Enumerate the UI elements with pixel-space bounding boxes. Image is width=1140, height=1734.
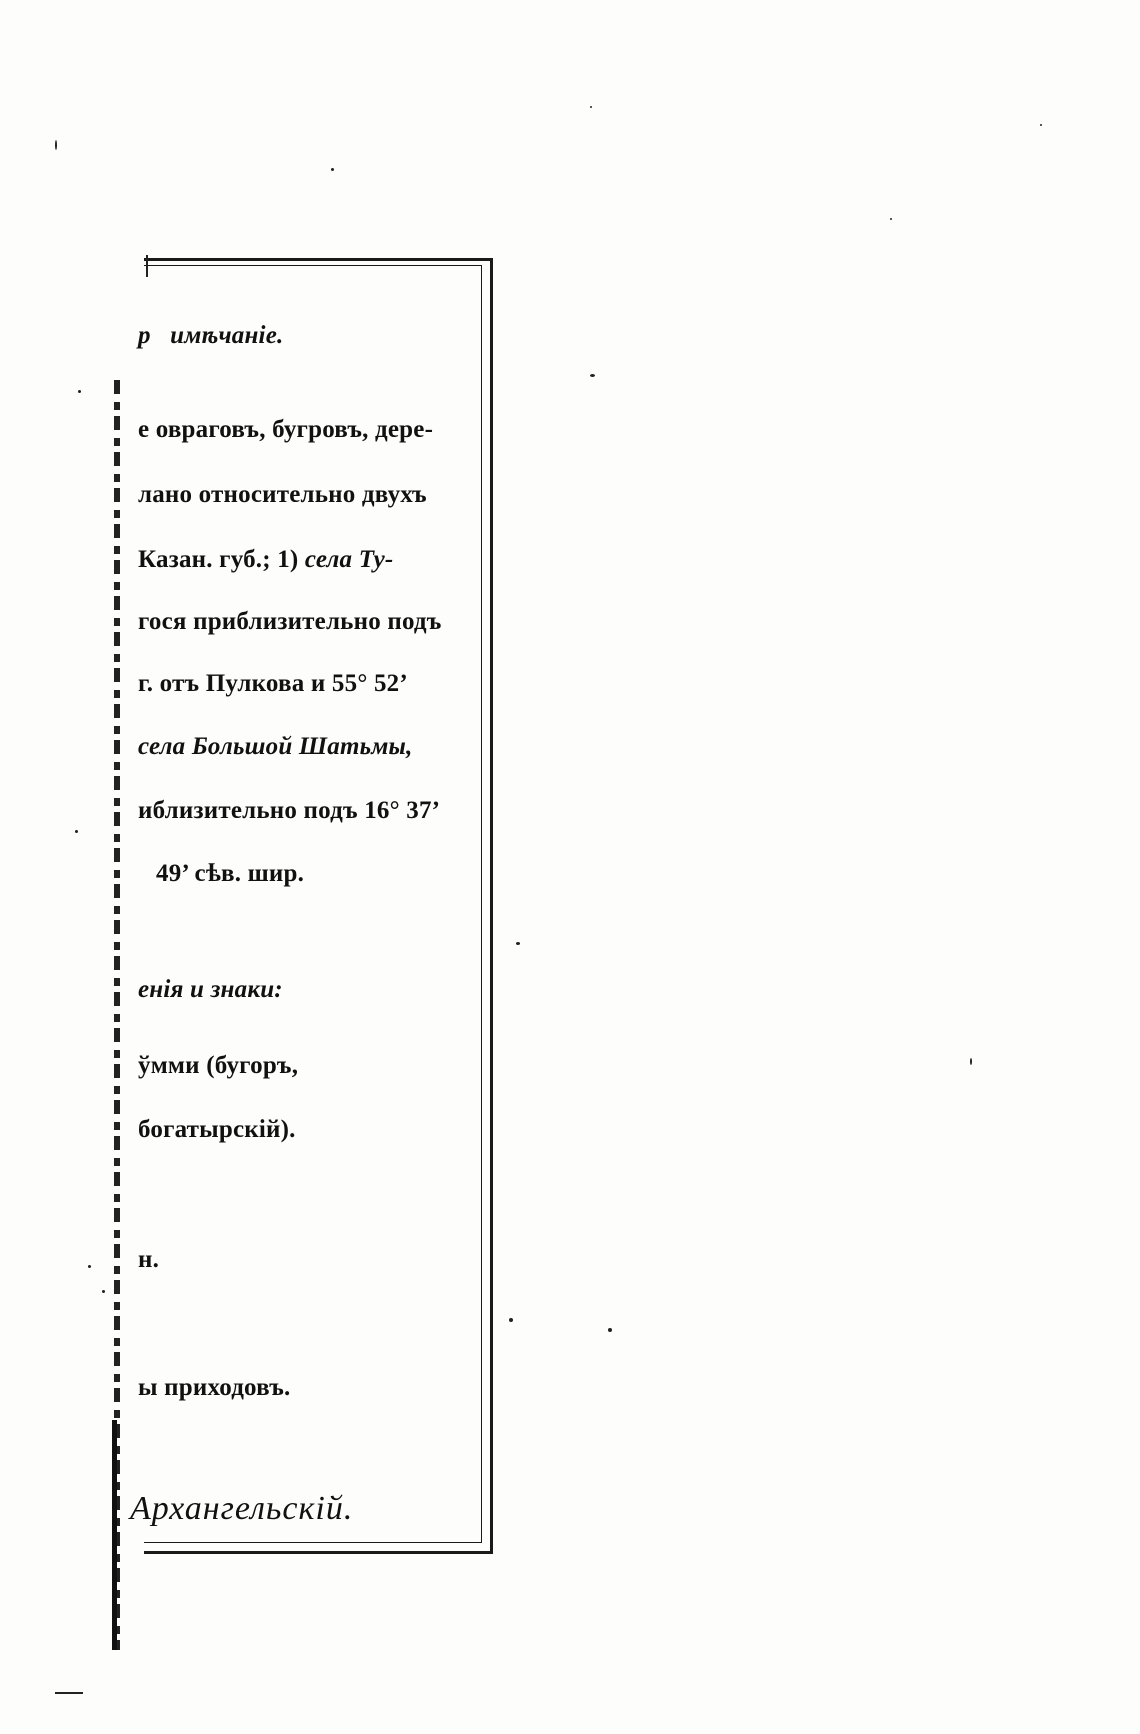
scan-speck: [55, 140, 57, 150]
scan-speck: [890, 218, 892, 220]
text-line-1: е овраговъ, бугровъ, дере-: [138, 416, 434, 443]
text-line-6: села Большой Шатьмы,: [138, 733, 413, 760]
scan-speck: [608, 1328, 612, 1332]
note-heading: рꙵимѣчаніе.: [138, 322, 284, 349]
scan-speck: [970, 1058, 972, 1065]
scan-speck: [75, 830, 78, 833]
text-line-3-italic: села Ту-: [304, 546, 394, 573]
scan-speck: [590, 374, 595, 377]
scan-speck: [590, 106, 592, 108]
list-item-1: ўмми (бугоръ,: [138, 1052, 299, 1079]
scan-speck: [509, 1318, 513, 1322]
cut-mark: [146, 255, 148, 277]
scan-speck: [1040, 124, 1042, 126]
text-line-2: лано относительно двухъ: [138, 481, 427, 508]
torn-left-edge-bottom: [112, 1420, 117, 1650]
section-heading: енія и знаки:: [138, 976, 283, 1003]
scan-dash: [55, 1692, 83, 1694]
text-line-3-regular: Казан. губ.; 1): [138, 546, 299, 573]
scan-speck: [78, 390, 81, 393]
list-item-2: богатырскій).: [138, 1116, 296, 1143]
border-frame-inner: [144, 265, 482, 1543]
scan-speck: [102, 1290, 105, 1293]
signature: Архангельскій.: [130, 1490, 354, 1527]
scan-speck: [516, 942, 520, 945]
text-line-4: гося приблизительно подъ: [138, 608, 442, 635]
text-line-5: г. отъ Пулкова и 55° 52’: [138, 670, 408, 697]
text-line-7: иблизительно подъ 16° 37’: [138, 797, 441, 824]
text-line-8: 49’ сѣв. шир.: [156, 860, 305, 887]
scan-speck: [331, 168, 334, 171]
list-item-4: ы приходовъ.: [138, 1374, 291, 1401]
scan-speck: [88, 1265, 91, 1268]
text-line-3: [138, 546, 393, 574]
list-item-3: н.: [138, 1246, 160, 1273]
